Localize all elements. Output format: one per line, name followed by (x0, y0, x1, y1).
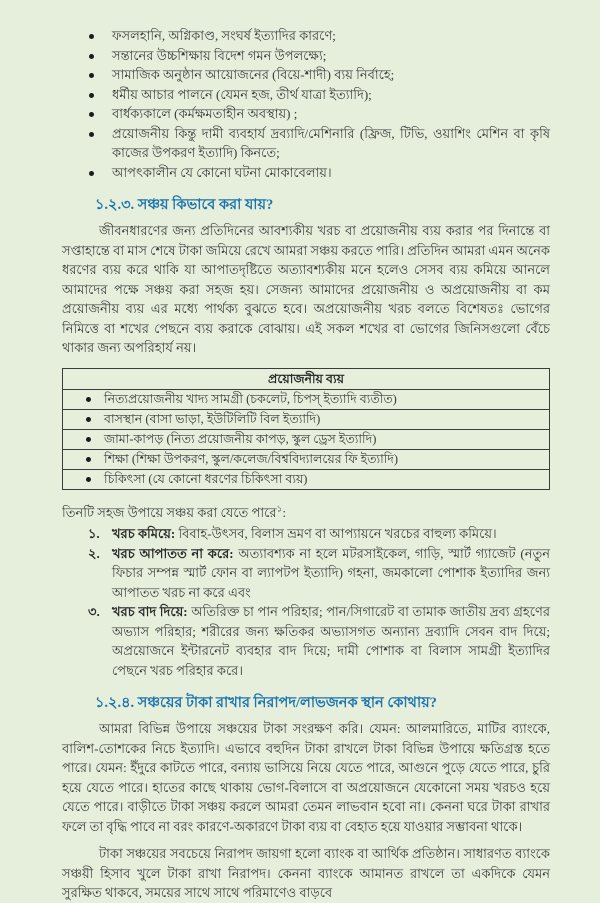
bullet-icon (62, 65, 112, 85)
table-row (63, 429, 550, 449)
table-row (63, 409, 550, 429)
bullet-icon (62, 26, 112, 46)
bullet-icon (63, 471, 104, 487)
item-body: অতিরিক্ত চা পান পরিহার; পান/সিগারেট বা তামাক জাতীয় দ্রব্য গ্রহণের অভ্যাস পরিহার; শরীরের জন্য ক্ষতিকর অভ্যাসগত অন্যান্য দ্রব্যাদি সেবন বাদ দিয়ে; অপ্রয়োজনে ইন্টারনেট ব্যবহার বাদ দিয়ে; দামী পোশাক বা বিলাস সামগ্রী ইত্যাদির পেছনে খরচ পরিহার করে। (112, 604, 550, 678)
bullet-icon (63, 411, 104, 427)
bullet-icon (63, 431, 104, 447)
item-number: ১. (88, 526, 100, 541)
list-item (62, 85, 550, 105)
item-number: ৩. (88, 604, 100, 619)
table-cell-text: নিত্যপ্রয়োজনীয় খাদ্য সামগ্রী (চকলেট, চিপস্ ইত্যাদি ব্যতীত) (104, 392, 397, 406)
list-item-text: সন্তানের উচ্চশিক্ষায় বিদেশ গমন উপলক্ষ্যে; (112, 47, 327, 63)
section-1-2-4-paragraph-1: আমরা বিভিন্ন উপায়ে সঞ্চয়ের টাকা সংরক্ষণ করি। যেমন: আলমারিতে, মাটির ব্যাংকে, বালিশ-তোশকের নিচে ইত্যাদি। এভাবে বহুদিন টাকা রাখলে টাকা বিভিন্ন উপায়ে ক্ষতিগ্রস্ত হতে পারে। যেমন: ইঁদুরে কাটতে পারে, বন্যায় ভাসিয়ে নিয়ে যেতে পারে, আগুনে পুড়ে যেতে পারে, চুরি হয়ে যেতে পারে। হাতের কাছে থাকায় ভোগ-বিলাসে বা অপ্রয়োজনে যেকোনো সময় খরচও হয়ে যেতে পারে। বাড়ীতে টাকা সঞ্চয় করলে আমরা তেমন লাভবান হবো না। কেননা ঘরে টাকা রাখার ফলে তা বৃদ্ধি পাবে না বরং কারণে-অকারণে টাকা ব্যয় বা বেহাত হয়ে যাওয়ার সম্ভাবনা থাকে। (62, 721, 550, 834)
item-lead-bold: খরচ কমিয়ে: (112, 526, 176, 541)
list-item (62, 124, 550, 163)
footnote-marker: ১ (276, 503, 283, 514)
list-item-text: সামাজিক অনুষ্ঠান আয়োজনের (বিয়ে-শাদী) ব্যয় নির্বাহে; (112, 67, 395, 82)
list-item (62, 46, 550, 66)
bullet-icon (62, 124, 112, 163)
table-row (63, 469, 550, 489)
bullet-icon (62, 104, 112, 124)
item-lead-bold: খরচ বাদ দিয়ে: (112, 604, 188, 619)
section-heading-1-2-4: ১.২.৪. সঞ্চয়ের টাকা রাখার নিরাপদ/লাভজনক স্থান কোথায়? (95, 695, 437, 711)
bullet-icon (63, 391, 104, 407)
three-ways-list (62, 524, 550, 680)
item-number: ২. (88, 545, 100, 561)
item-lead-bold: খরচ আপাতত না করে: (112, 545, 234, 561)
list-item (62, 163, 550, 183)
table-header-cell: প্রয়োজনীয় ব্যয় (63, 368, 550, 389)
item-body: অত্যাবশ্যক না হলে মটরসাইকেল, গাড়ি, স্মার্ট গ্যাজেট (নতুন ফিচার সম্পন্ন স্মার্ট ফোন বা ল্যাপটপ ইত্যাদি) গহনা, জমকালো পোশাক ইত্যাদির জন্য আপাতত খরচ না করে এবং (112, 545, 550, 600)
bullet-icon (63, 451, 104, 467)
bullet-icon (62, 163, 112, 183)
intro-bullet-list (62, 26, 550, 182)
bullet-icon (62, 85, 112, 105)
numbered-item (62, 524, 550, 544)
table-header-row (63, 368, 550, 389)
list-item (62, 104, 550, 124)
table-row (63, 389, 550, 409)
item-text (112, 544, 550, 603)
bullet-icon (62, 46, 112, 66)
table-cell-text: জামা-কাপড় (নিত্য প্রয়োজনীয় কাপড়, স্কুল ড্রেস ইত্যাদি) (104, 432, 377, 446)
list-item (62, 26, 550, 46)
item-text (112, 524, 550, 544)
table-cell-text: চিকিৎসা (যে কোনো ধরণের চিকিৎসা ব্যয়) (104, 472, 308, 486)
three-ways-intro-text: তিনটি সহজ উপায়ে সঞ্চয় করা যেতে পারে (62, 504, 277, 520)
table-cell-text: বাসস্থান (বাসা ভাড়া, ইউটিলিটি বিল ইত্যাদি) (104, 412, 321, 426)
section-1-2-4-paragraph-2: টাকা সঞ্চয়ের সবচেয়ে নিরাপদ জায়গা হলো ব্যাংক বা আর্থিক প্রতিষ্ঠান। সাধারণত ব্যাংকে সঞ্চয়ী হিসাব খুলে টাকা রাখা নিরাপদ। কেননা ব্যাংকে আমানত রাখলে তা একদিকে যেমন সুরক্ষিত থাকবে, সময়ের সাথে সাথে পরিমাণেও বাড়বে (62, 846, 550, 900)
list-item-text: প্রয়োজনীয় কিন্তু দামী ব্যবহার্য দ্রব্যাদি/মেশিনারি (ফ্রিজ, টিভি, ওয়াশিং মেশিন বা কৃষি কাজের উপকরণ ইত্যাদি) কিনতে; (112, 125, 550, 160)
item-text (112, 602, 550, 680)
numbered-item (62, 602, 550, 680)
numbered-item (62, 544, 550, 603)
list-item-text: ধর্মীয় আচার পালনে (যেমন হজ, তীর্থ যাত্রা ইত্যাদি); (112, 86, 372, 102)
necessary-expense-table (62, 368, 550, 490)
table-row (63, 449, 550, 469)
table-cell-text: শিক্ষা (শিক্ষা উপকরণ, স্কুল/কলেজ/বিশ্ববিদ্যালয়ের ফি ইত্যাদি) (104, 452, 399, 466)
list-item-text: ফসলহানি, অগ্নিকাণ্ড, সংঘর্ষ ইত্যাদির কারণে; (112, 28, 336, 43)
section-heading-1-2-3: ১.২.৩. সঞ্চয় কিভাবে করা যায়? (95, 197, 274, 213)
item-body: বিবাহ-উৎসব, বিলাস ভ্রমণ বা আপ্যায়নে খরচের বাহুল্য কমিয়ে। (175, 526, 497, 541)
three-ways-intro (62, 503, 550, 523)
three-ways-intro-suffix: : (282, 504, 286, 520)
list-item-text: বার্ধক্যকালে (কর্মক্ষমতাহীন অবস্থায়) ; (112, 106, 298, 121)
list-item (62, 65, 550, 85)
section-1-2-3-paragraph: জীবনধারণের জন্য প্রতিদিনের আবশ্যকীয় খরচ বা প্রয়োজনীয় ব্যয় করার পর দিনান্তে বা সপ্তাহান্তে বা মাস শেষে টাকা জমিয়ে রেখে আমরা সঞ্চয় করতে পারি। প্রতিদিন আমরা এমন অনেক ধরণের ব্যয় করে থাকি যা আপাতদৃষ্টিতে অত্যাবশ্যকীয় মনে হলেও সেসব ব্যয় কমিয়ে আনলে আমাদের পক্ষে সঞ্চয় করা সহজ হয়। সেজন্য আমাদের প্রয়োজনীয় ও অপ্রয়োজনীয় বা কম প্রয়োজনীয় ব্যয় এর মধ্যে পার্থক্য বুঝতে হবে। অপ্রয়োজনীয় খরচ বলতে বিশেষতঃ ভোগের নিমিত্তে বা শখের পেছনে ব্যয় করাকে বোঝায়। এই সকল শখের বা ভোগের জিনিসগুলো বেঁচে থাকার জন্য অপরিহার্য নয়। (62, 223, 550, 355)
list-item-text: আপৎকালীন যে কোনো ঘটনা মোকাবেলায়। (112, 164, 332, 180)
